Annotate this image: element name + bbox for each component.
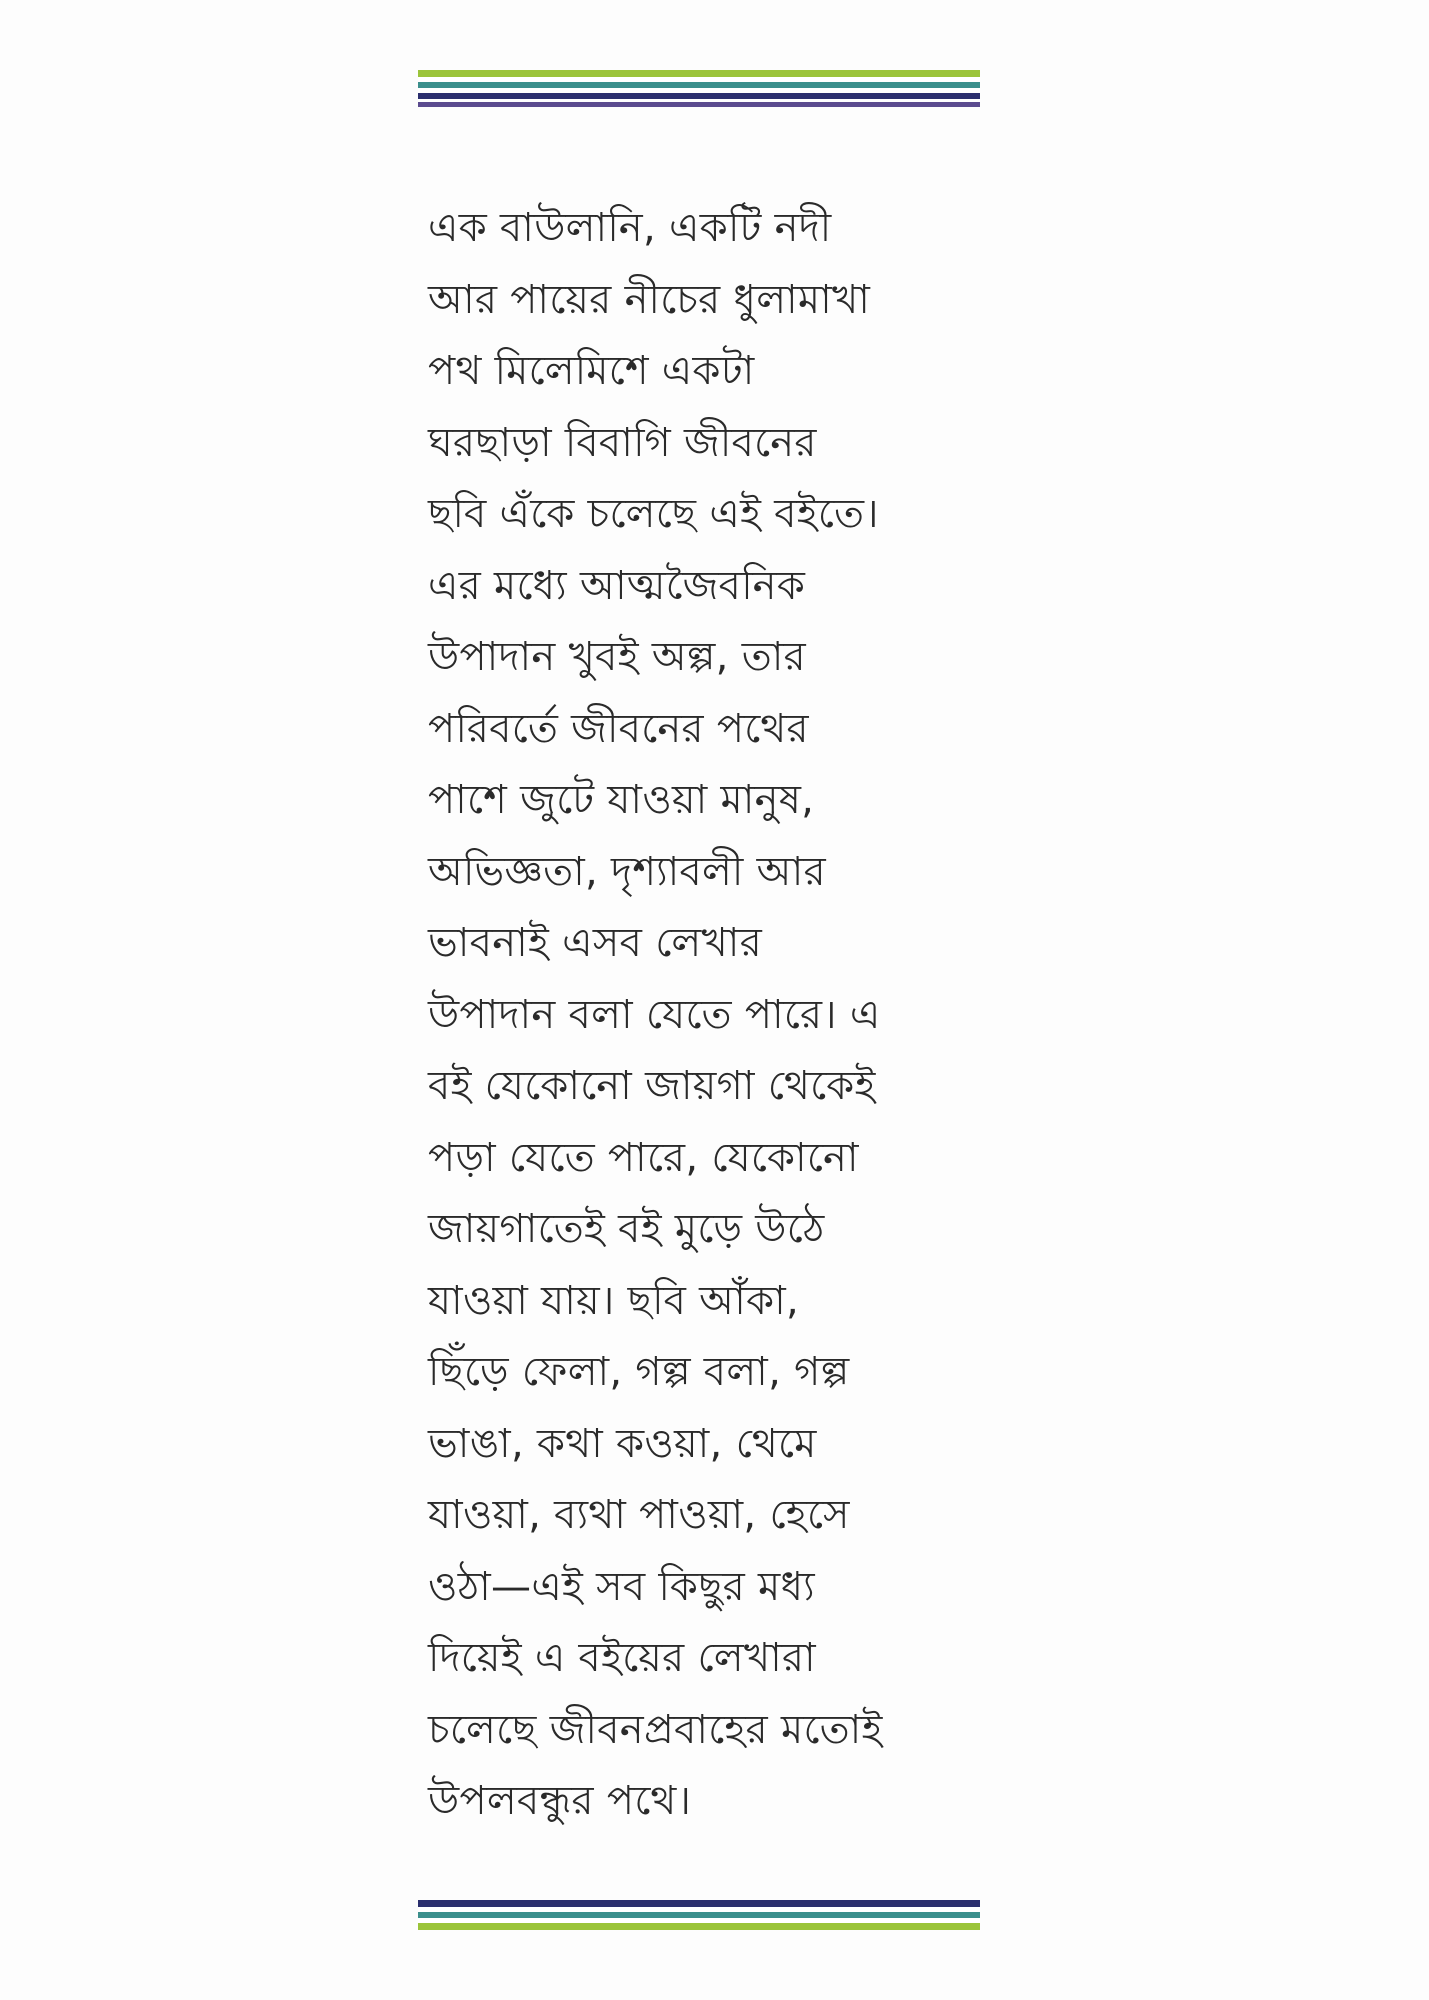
blurb-line: অভিজ্ঞতা, দৃশ্যাবলী আর	[428, 848, 826, 895]
blurb-line: পরিবর্তে জীবনের পথের	[428, 705, 809, 752]
bottom-decorative-rule	[418, 1900, 980, 1930]
blurb-line: উপাদান বলা যেতে পারে। এ	[428, 991, 881, 1038]
blurb-line: পথ মিলেমিশে একটা	[428, 348, 755, 394]
blurb-line: এর মধ্যে আত্মজৈবনিক	[428, 562, 806, 609]
blurb-line: ভাঙা, কথা কওয়া, থেমে	[428, 1420, 817, 1467]
blurb-line: দিয়েই এ বইয়ের লেখারা	[428, 1635, 816, 1681]
blurb-line: পড়া যেতে পারে, যেকোনো	[428, 1134, 859, 1181]
blurb-line: ভাবনাই এসব লেখার	[428, 920, 762, 966]
stripe-purple	[418, 102, 980, 107]
blurb-line: এক বাউলানি, একটি নদী	[428, 205, 832, 251]
blurb-line: আর পায়ের নীচের ধুলামাখা	[428, 276, 871, 323]
blurb-line: যাওয়া যায়। ছবি আঁকা,	[428, 1277, 800, 1324]
blurb-line: উপলবন্ধুর পথে।	[428, 1778, 692, 1824]
blurb-line: বই যেকোনো জায়গা থেকেই	[428, 1063, 876, 1109]
blurb-line: পাশে জুটে যাওয়া মানুষ,	[428, 777, 815, 823]
top-decorative-rule	[418, 70, 980, 107]
stripe-navy	[418, 1900, 980, 1907]
blurb-line: চলেছে জীবনপ্রবাহের মতোই	[428, 1706, 883, 1753]
book-blurb-text	[428, 193, 988, 1838]
blurb-line: ছিঁড়ে ফেলা, গল্প বলা, গল্প	[428, 1349, 850, 1395]
blurb-line: যাওয়া, ব্যথা পাওয়া, হেসে	[428, 1492, 850, 1538]
stripe-green	[418, 1923, 980, 1930]
blurb-line: ওঠা—এই সব কিছুর মধ্য	[428, 1563, 815, 1610]
stripe-green	[418, 70, 980, 77]
blurb-line: জায়গাতেই বই মুড়ে উঠে	[428, 1206, 825, 1252]
blurb-line: উপাদান খুবই অল্প, তার	[428, 634, 806, 680]
blurb-line: ঘরছাড়া বিবাগি জীবনের	[428, 419, 817, 466]
blurb-line: ছবি এঁকে চলেছে এই বইতে।	[428, 491, 879, 537]
